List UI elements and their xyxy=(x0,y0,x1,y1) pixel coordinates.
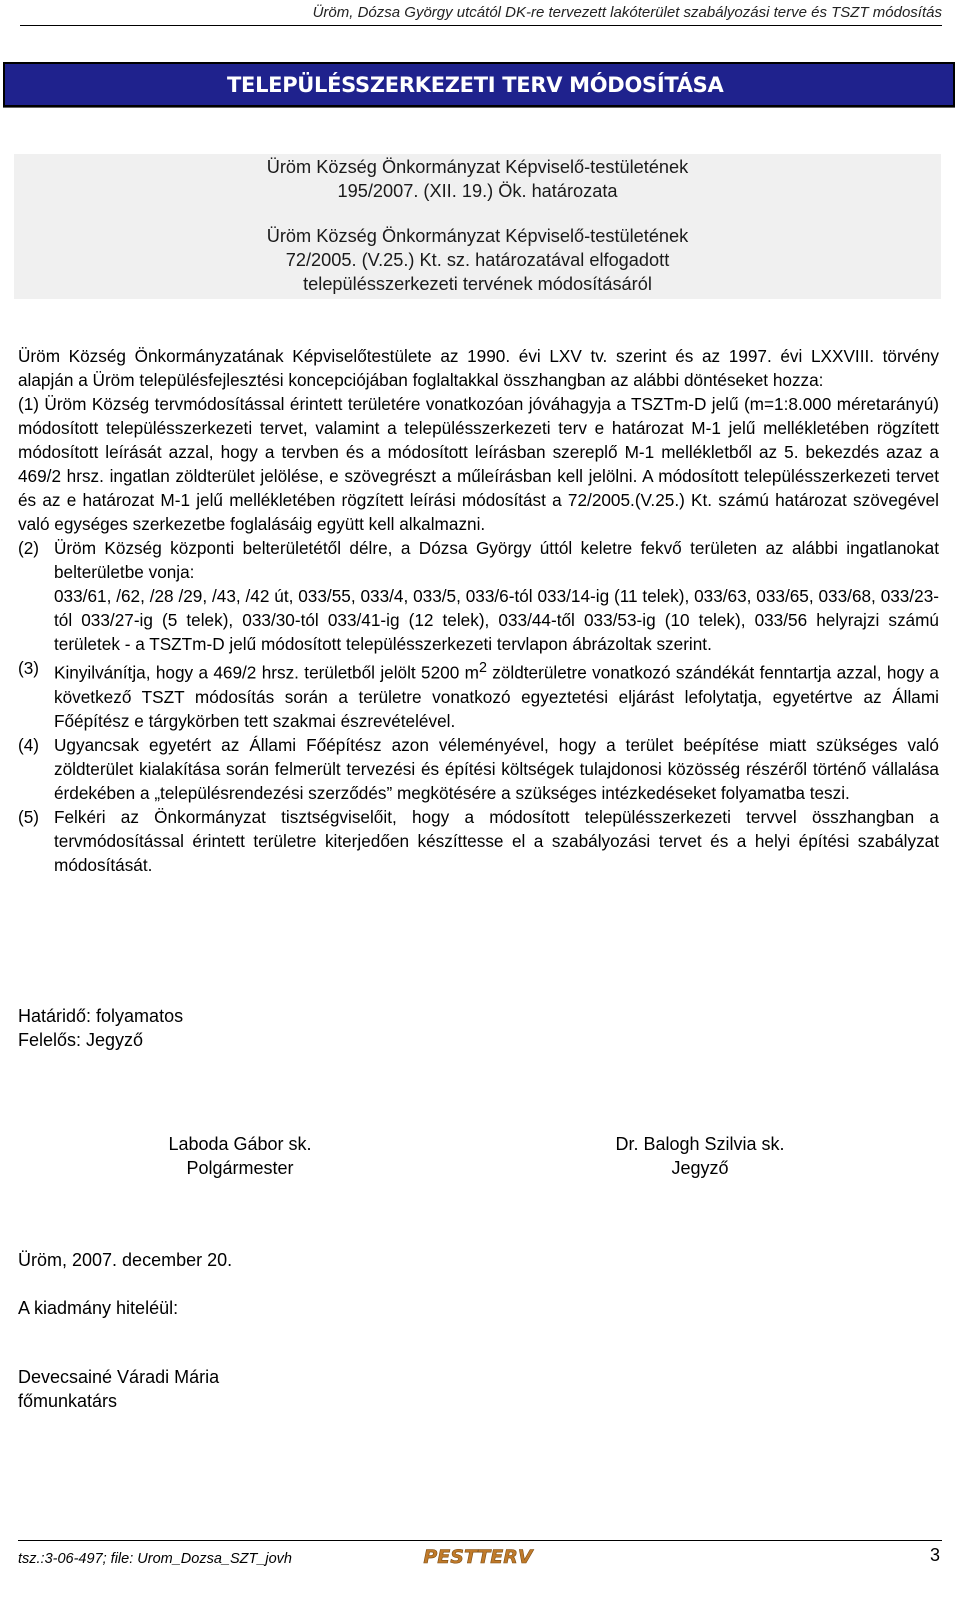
item-number: (3) xyxy=(18,658,40,678)
superscript: 2 xyxy=(478,660,487,676)
date-line: Üröm, 2007. december 20. xyxy=(18,1250,233,1270)
resolution-line: településszerkezeti tervének módosításáról xyxy=(303,274,652,294)
signature-mayor xyxy=(140,1132,340,1180)
running-header: Üröm, Dózsa György utcától DK-re tervezett lakóterület szabályozási terve és TSZT módosítás xyxy=(20,4,942,26)
decision-item xyxy=(18,656,939,733)
item-number: (2) xyxy=(18,538,40,558)
logo-graphic xyxy=(418,1544,538,1568)
item-text: Üröm Község tervmódosítással érintett területére vonatkozóan jóváhagyja a TSZTm-D jelű (m=1:8.000 méretarányú) módosított településszerkezeti tervet, valamint a településszerkezeti terv e határozat M-1 jelű mellékletében rögzített módosított leírását azzal, hogy a tervben és a módosított leírásban szereplő M-1 mellékletből az 5. bekezdés azaz a 469/2 hrsz. ingatlan zöldterület jelölése, e szövegrészt a műleírásban kell jelölni. A módosított településszerkezeti tervet és az e határozat M-1 jelű mellékletében rögzített leírási módosítást a 72/2005.(V.25.) Kt. számú határozat szövegével való egységes szerkezetbe foglalásáig együtt kell alkalmazni. xyxy=(18,394,939,534)
pestterv-logo xyxy=(418,1544,538,1568)
decision-item xyxy=(18,392,939,536)
resolution-box xyxy=(14,154,941,299)
title-banner xyxy=(3,62,955,107)
item-text: Felkéri az Önkormányzat tisztségviselőit, hogy a módosított településszerkezeti tervvel összhangban a tervmódosítással érintett területre kiterjedően készíttesse el a szabályozási tervet és a helyi építési szabályzat módosítását. xyxy=(54,806,939,875)
resolution-line: Üröm Község Önkormányzat Képviselő-testületének xyxy=(266,157,689,177)
page-number: 3 xyxy=(930,1545,941,1565)
decision-item xyxy=(18,733,939,805)
signer-name: Laboda Gábor sk. xyxy=(168,1134,312,1154)
intro-paragraph: Üröm Község Önkormányzatának Képviselőtestülete az 1990. évi LXV tv. szerint és az 1997. évi LXXVIII. törvény alapján a Üröm településfejlesztési koncepciójában foglaltakkal összhangban az alábbi döntéseket hozza: xyxy=(18,346,939,390)
signer-role: Polgármester xyxy=(186,1158,294,1178)
svg-text:PESTTERV: PESTTERV xyxy=(423,1546,533,1568)
parcel-list: 033/61, /62, /28 /29, /43, /42 út, 033/55, 033/4, 033/5, 033/6-tól 033/14-ig (11 telek), 033/63, 033/65, 033/68, 033/23-tól 033/27-ig (5 telek), 033/30-tól 033/41-ig (12 telek), 033/44-től 033/53-ig (10 telek), 033/56 helyrajzi számú területek - a TSZTm-D jelű módosított településszerkezeti tervlapon ábrázoltak szerint. xyxy=(54,586,939,654)
item-text: Ugyancsak egyetért az Állami Főépítész azon véleményével, hogy a terület beépítése miatt szükséges való zöldterület kialakítása során felmerült tervezési és építési költségek tulajdonosi közösség részéről történő vállalása érdekében a „településrendezési szerződés” megkötésére a szükséges intézkedéseket folyamatba teszi. xyxy=(54,734,939,803)
footer-rule xyxy=(18,1540,942,1541)
signature-notary xyxy=(580,1132,820,1180)
item-text: Üröm Község központi belterületétől délre, a Dózsa György úttól keletre fekvő területen az alábbi ingatlanokat belterületbe vonja: xyxy=(54,538,939,582)
footer-file-info: tsz.:3-06-497; file: Urom_Dozsa_SZT_jovh xyxy=(18,1551,292,1567)
resolution-line: 72/2005. (V.25.) Kt. sz. határozatával elfogadott xyxy=(285,250,670,270)
banner-title: TELEPÜLÉSSZERKEZETI TERV MÓDOSÍTÁSA xyxy=(227,73,724,97)
deadline-block xyxy=(18,1004,183,1052)
decision-item xyxy=(18,536,939,656)
resolution-line: 195/2007. (XII. 19.) Ök. határozata xyxy=(337,181,618,201)
item-number: (1) xyxy=(18,394,40,414)
resolution-line: Üröm Község Önkormányzat Képviselő-testületének xyxy=(266,226,689,246)
clerk-title: főmunkatárs xyxy=(18,1391,118,1411)
item-text: Kinyilvánítja, hogy a 469/2 hrsz. területből jelölt 5200 m xyxy=(54,662,479,683)
signer-role: Jegyző xyxy=(671,1158,729,1178)
item-number: (4) xyxy=(18,734,40,755)
item-number: (5) xyxy=(18,806,40,827)
clerk-block xyxy=(18,1365,219,1413)
resolution-body xyxy=(18,344,939,877)
decision-item xyxy=(18,805,939,877)
decision-list xyxy=(18,392,939,877)
responsible: Felelős: Jegyző xyxy=(18,1030,144,1050)
certified-label: A kiadmány hiteléül: xyxy=(18,1298,179,1318)
clerk-name: Devecsainé Váradi Mária xyxy=(18,1367,220,1387)
item-text-cont: zöldterületre vonatkozó szándékát fenntartja azzal, hogy a következő TSZT módosítás során a területre vonatkozó egyeztetési eljárást lefolytatja, egyetértve az Állami Főépítész e tárgykörben tett szakmai észrevételével. xyxy=(54,662,939,731)
signer-name: Dr. Balogh Szilvia sk. xyxy=(615,1134,785,1154)
deadline: Határidő: folyamatos xyxy=(18,1006,184,1026)
